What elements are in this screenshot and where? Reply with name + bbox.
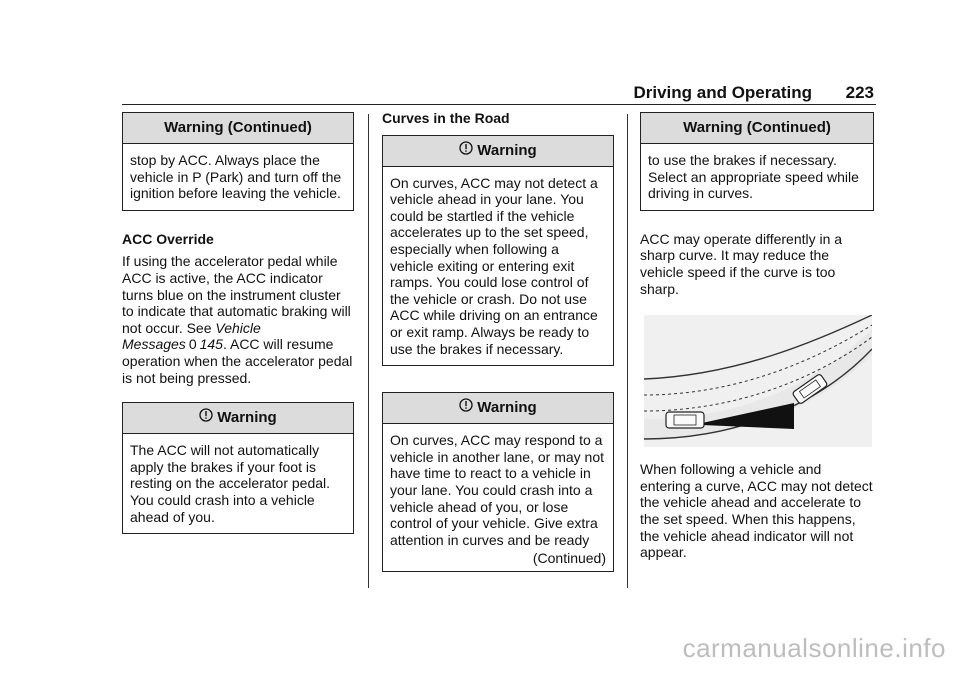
warning-title xyxy=(383,136,613,167)
warning-text xyxy=(383,424,613,571)
warning-continued-text: to use the brakes if necessary. Select an appropriate speed while driving in curves. xyxy=(648,152,859,202)
warning-continued-title: Warning (Continued) xyxy=(641,113,873,144)
column-middle xyxy=(382,110,614,572)
page-header xyxy=(122,82,876,105)
warning-circle-icon xyxy=(459,393,473,423)
warning-text: On curves, ACC may not detect a vehicle ahead in your lane. You could be startled if the vehicle accelerates up to the set speed, especially when following a vehicle exiting or entering exit ramps. You could lose control of the vehicle or crash. Do not use ACC while driving on an entrance or exit ramp. Always be ready to use the brakes if necessary. xyxy=(390,174,598,357)
warning-continued-box xyxy=(640,112,874,211)
warning-circle-icon xyxy=(459,136,473,166)
page-ref-number[interactable]: 145 xyxy=(199,336,223,353)
sharp-curve-paragraph: ACC may operate differently in a sharp curve. It may reduce the vehicle speed if the curve is too sharp. xyxy=(640,230,843,297)
override-text: If using the accelerator pedal while ACC is active, the ACC indicator turns blue on the instrument cluster to indicate that automatic braking will not occur. See xyxy=(122,253,351,336)
warning-continued-text: stop by ACC. Always place the vehicle in P (Park) and turn off the ignition before leaving the vehicle. xyxy=(130,152,342,202)
watermark: carmanualsonline.info xyxy=(682,633,946,663)
warning-title-text: Warning xyxy=(217,409,277,427)
warning-box xyxy=(122,402,354,534)
acc-override-paragraph xyxy=(122,253,354,386)
vehicle-messages-link[interactable]: Vehicle Messages xyxy=(122,319,261,353)
acc-override-heading: ACC Override xyxy=(122,230,214,247)
following-vehicle-paragraph: When following a vehicle and entering a curve, ACC may not detect the vehicle ahead and accelerate to the set speed. When this happens, the vehicle ahead indicator will not appear. xyxy=(640,461,873,561)
warning-text: The ACC will not automatically apply the brakes if your foot is resting on the accelerator pedal. You could crash into a vehicle ahead of you. xyxy=(130,442,331,525)
curve-road-image xyxy=(644,315,872,447)
page-number: 223 xyxy=(845,83,874,102)
column-right xyxy=(640,112,874,561)
page-ref-icon: 0 xyxy=(188,336,197,353)
warning-title-text: Warning xyxy=(477,399,537,417)
warning-text-body: On curves, ACC may respond to a vehicle in another lane, or may not have time to react to a vehicle in your lane. You could crash into a vehicle ahead of you, or lose control of your vehicle. Give extra attention in curves and be ready xyxy=(390,432,605,548)
curves-heading: Curves in the Road xyxy=(382,110,510,126)
warning-circle-icon xyxy=(199,403,213,433)
warning-title-text: Warning xyxy=(477,141,537,159)
column-left xyxy=(122,112,354,534)
curve-illustration xyxy=(644,315,872,447)
warning-title xyxy=(123,403,353,434)
warning-box-curves-2 xyxy=(382,392,614,572)
override-text-end: . ACC will resume operation when the accelerator pedal is not being pressed. xyxy=(122,336,353,386)
column-divider xyxy=(627,114,628,588)
section-title: Driving and Operating xyxy=(633,83,812,102)
warning-title xyxy=(383,393,613,424)
column-divider xyxy=(368,114,369,588)
warning-box-curves-1 xyxy=(382,135,614,367)
continued-note: (Continued) xyxy=(532,550,606,567)
warning-continued-box xyxy=(122,112,354,211)
warning-continued-title: Warning (Continued) xyxy=(123,113,353,144)
